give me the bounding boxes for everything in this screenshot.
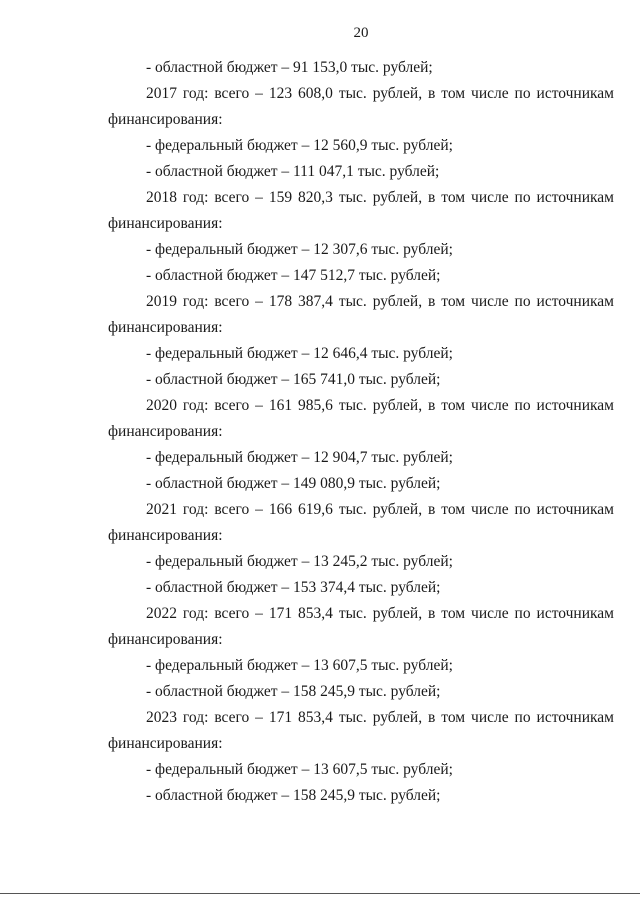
financing-text [108, 55, 614, 809]
year-total-line: 2022 год: всего – 171 853,4 тыс. рублей, в том числе по источникам [146, 605, 614, 622]
year-total-line: 2020 год: всего – 161 985,6 тыс. рублей, в том числе по источникам [146, 397, 614, 414]
budget-source-line: - областной бюджет – 158 245,9 тыс. рублей; [146, 787, 441, 804]
budget-source-line: - областной бюджет – 91 153,0 тыс. рублей; [146, 59, 433, 76]
budget-source-line: - федеральный бюджет – 13 245,2 тыс. рублей; [146, 553, 453, 570]
budget-source-line: - областной бюджет – 158 245,9 тыс. рублей; [146, 683, 441, 700]
year-total-line: 2019 год: всего – 178 387,4 тыс. рублей, в том числе по источникам [146, 293, 614, 310]
budget-source-line: - федеральный бюджет – 12 646,4 тыс. рублей; [146, 345, 453, 362]
continuation-line: финансирования: [108, 111, 223, 128]
continuation-line: финансирования: [108, 527, 223, 544]
year-total-line: 2018 год: всего – 159 820,3 тыс. рублей, в том числе по источникам [146, 189, 614, 206]
continuation-line: финансирования: [108, 735, 223, 752]
budget-source-line: - областной бюджет – 153 374,4 тыс. рублей; [146, 579, 441, 596]
year-total-line: 2023 год: всего – 171 853,4 тыс. рублей, в том числе по источникам [146, 709, 614, 726]
page-bottom-edge [0, 893, 640, 894]
year-total-line: 2021 год: всего – 166 619,6 тыс. рублей, в том числе по источникам [146, 501, 614, 518]
budget-source-line: - федеральный бюджет – 12 560,9 тыс. рублей; [146, 137, 453, 154]
budget-source-line: - федеральный бюджет – 12 904,7 тыс. рублей; [146, 449, 453, 466]
continuation-line: финансирования: [108, 631, 223, 648]
budget-source-line: - федеральный бюджет – 12 307,6 тыс. рублей; [146, 241, 453, 258]
budget-source-line: - областной бюджет – 111 047,1 тыс. рублей; [146, 163, 440, 180]
continuation-line: финансирования: [108, 215, 223, 232]
continuation-line: финансирования: [108, 319, 223, 336]
budget-source-line: - областной бюджет – 165 741,0 тыс. рублей; [146, 371, 441, 388]
budget-source-line: - областной бюджет – 147 512,7 тыс. рублей; [146, 267, 441, 284]
continuation-line: финансирования: [108, 423, 223, 440]
page-number: 20 [353, 25, 369, 41]
budget-source-line: - федеральный бюджет – 13 607,5 тыс. рублей; [146, 761, 453, 778]
budget-source-line: - областной бюджет – 149 080,9 тыс. рублей; [146, 475, 441, 492]
year-total-line: 2017 год: всего – 123 608,0 тыс. рублей, в том числе по источникам [146, 85, 614, 102]
budget-source-line: - федеральный бюджет – 13 607,5 тыс. рублей; [146, 657, 453, 674]
